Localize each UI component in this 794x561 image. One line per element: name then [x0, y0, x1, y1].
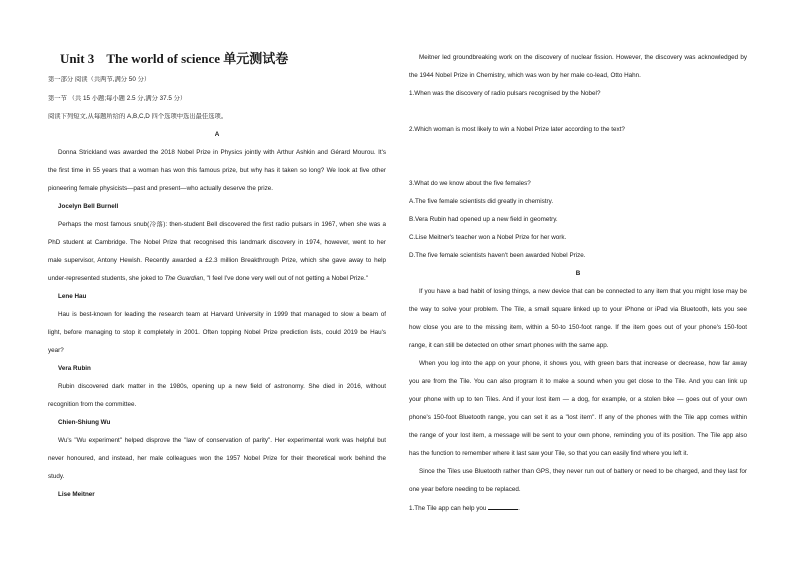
passage-label-b: B — [575, 270, 581, 277]
subheading-bell-burnell: Jocelyn Bell Burnell — [58, 203, 119, 210]
subheading-wu: Chien-Shiung Wu — [58, 419, 111, 426]
subheading-meitner: Lise Meitner — [58, 491, 95, 498]
section-heading: 第一节 （共 15 小题;每小题 2.5 分,满分 37.5 分） — [48, 95, 187, 102]
paragraph-line: When you log into the app on your phone, it shows you, with green bars that increase or decrease, how far away — [419, 360, 747, 367]
paragraph-line: the first time in 55 years that a woman has won this famous prize, but why has it taken so long? We look at five other — [48, 167, 386, 174]
paragraph-line: phone's 150-foot Bluetooth range, you can set it as a "lost item". If any of the phones with the Tile app comes within — [409, 414, 747, 421]
option-d[interactable]: D.The five female scientists haven't been awarded Nobel Prize. — [409, 252, 586, 259]
question-3: 3.What do we know about the five females? — [409, 180, 531, 187]
paragraph-line: PhD student at Cambridge. The Nobel Prize that recognised this landmark discovery in 1974, however, went to her — [48, 239, 386, 246]
paragraph-line: the range of your lost item, a message will be sent to your own phone, reminding you of its position. The Tile app also — [409, 432, 747, 439]
paragraph-line: how close you are to the missing item, within a 50-to 150-foot range. If the item goes out of your phone's 150-foot — [409, 324, 747, 331]
paragraph-line: Wu's "Wu experiment" helped disprove the "law of conservation of parity". Her experimental work was helpful but — [58, 437, 386, 444]
paragraph-line: Donna Strickland was awarded the 2018 Nobel Prize in Physics jointly with Arthur Ashkin and Gérard Mourou. It's — [58, 149, 386, 156]
answer-blank[interactable] — [488, 504, 518, 510]
question-2: 2.Which woman is most likely to win a Nobel Prize later according to the text? — [409, 126, 625, 133]
paragraph-line: your phone with up to ten Tiles. And if your lost item — a dog, for example, or a stolen bike — goes out of your own — [409, 396, 747, 403]
paragraph-line: light, before managing to stop it completely in 2001. Often topping Nobel Prize prediction lists, could 2019 be Hau's — [48, 329, 386, 336]
subheading-rubin: Vera Rubin — [58, 365, 91, 372]
paragraph-line: never honoured, and instead, her male colleagues won the 1957 Nobel Prize for their theoretical work behind the — [48, 455, 386, 462]
paragraph-line: range, it can still be detected on other smart phones with the same app. — [409, 342, 609, 349]
passage-label-a: A — [214, 131, 220, 138]
option-c[interactable]: C.Lise Meitner's teacher won a Nobel Prize for her work. — [409, 234, 567, 241]
question-1: 1.When was the discovery of radio pulsars recognised by the Nobel? — [409, 90, 601, 97]
paragraph-line: year? — [48, 347, 64, 354]
italic-source: The Guardian — [164, 275, 204, 282]
paragraph-line: Hau is best-known for leading the research team at Harvard University in 1999 that managed to slow a beam of — [58, 311, 386, 318]
paragraph-line: has the function to remember where it last saw your Tile, so that you can easily find where you left it. — [409, 450, 689, 457]
paragraph-line: male supervisor, Antony Hewish. Recently awarded a £2.3 million Breakthrough Prize, which she gave away to help — [48, 257, 386, 264]
paragraph-line: recognition from the committee. — [48, 401, 137, 408]
paragraph-line: Rubin discovered dark matter in the 1980s, opening up a new field of astronomy. She died in 2016, without — [58, 383, 386, 390]
paragraph-line: If you have a bad habit of losing things, a new device that can be connected to any item that you might lose may be — [419, 288, 747, 295]
paragraph-line: pioneering female physicists—past and present—who actually deserve the prize. — [48, 185, 274, 192]
paragraph-line: one year before needing to be replaced. — [409, 486, 521, 493]
instruction: 阅读下列短文,从每题所给的 A,B,C,D 四个选项中选出最佳选项。 — [48, 113, 228, 120]
option-a[interactable]: A.The five female scientists did greatly in chemistry. — [409, 198, 554, 205]
paragraph-line: Perhaps the most famous snub(冷落): then-student Bell discovered the first radio pulsars in 1967, when she was a — [58, 221, 386, 228]
paragraph-line: study. — [48, 473, 65, 480]
paragraph-line: under-represented students, she joked to The Guardian, "I feel I've done very well out of not getting a Nobel Prize." — [48, 275, 369, 282]
paragraph-line: the 1944 Nobel Prize in Chemistry, which was won by her male co-lead, Otto Hahn. — [409, 72, 641, 79]
paragraph-line: Since the Tiles use Bluetooth rather than GPS, they never run out of battery or need to be charged, and they last for — [419, 468, 747, 475]
page-title: Unit 3 The world of science 单元测试卷 — [60, 51, 289, 66]
question-4: 1.The Tile app can help you . — [409, 505, 520, 512]
option-b[interactable]: B.Vera Rubin had opened up a new field in geometry. — [409, 216, 558, 223]
part-heading: 第一部分 阅读（共两节,满分 50 分） — [48, 76, 151, 83]
paragraph-line: Meitner led groundbreaking work on the discovery of nuclear fission. However, the discovery was acknowledged by — [419, 54, 747, 61]
paragraph-line: you are from the Tile. You can also program it to make a sound when you get close to the Tile. And you can link up — [409, 378, 747, 385]
paragraph-line: the way to solve your problem. The Tile, a small square linked up to your iPhone or iPad via Bluetooth, lets you see — [409, 306, 747, 313]
subheading-hau: Lene Hau — [58, 293, 87, 300]
